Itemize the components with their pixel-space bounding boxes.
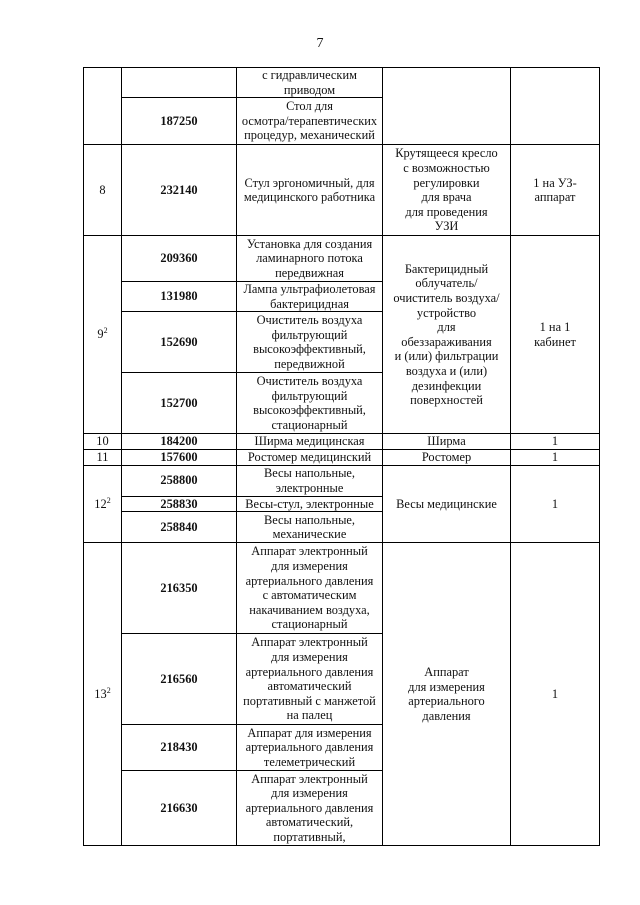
code-cell: [122, 68, 237, 98]
code-cell: 232140: [122, 145, 237, 236]
name-cell: Ростомер медицинский: [237, 449, 383, 465]
row-number-cell: $13^2$: [84, 543, 122, 846]
name-cell: Весы напольные, электронные: [237, 465, 383, 496]
qty-cell: [511, 68, 600, 145]
table-row: [84, 236, 600, 282]
table-row: [84, 68, 600, 98]
name-cell: Очиститель воздуха фильтрующий высокоэффективный, стационарный: [237, 373, 383, 434]
group-cell: Аппарат для измерения артериального давления: [383, 543, 511, 846]
code-cell: 152700: [122, 373, 237, 434]
code-cell: 209360: [122, 236, 237, 282]
table-row: [84, 434, 600, 450]
qty-cell: 1: [511, 465, 600, 543]
code-cell: 184200: [122, 434, 237, 450]
name-cell: Установка для создания ламинарного потока передвижная: [237, 236, 383, 282]
name-cell: Весы напольные, механические: [237, 512, 383, 543]
name-cell: с гидравлическим приводом: [237, 68, 383, 98]
group-cell: Крутящееся кресло с возможностью регулировки для врача для проведения УЗИ: [383, 145, 511, 236]
qty-cell: 1: [511, 543, 600, 846]
code-cell: 216560: [122, 634, 237, 725]
row-number-cell: 8: [84, 145, 122, 236]
row-number-cell: [84, 68, 122, 145]
group-cell: Ростомер: [383, 449, 511, 465]
code-cell: 157600: [122, 449, 237, 465]
row-number-cell: 10: [84, 434, 122, 450]
name-cell: Стул эргономичный, для медицинского работника: [237, 145, 383, 236]
table-row: [84, 145, 600, 236]
code-cell: 131980: [122, 282, 237, 312]
qty-cell: 1 на УЗ- аппарат: [511, 145, 600, 236]
row-number-cell: $9^2$: [84, 236, 122, 434]
name-cell: Аппарат электронный для измерения артериального давления автоматический портативный с манжетой на палец: [237, 634, 383, 725]
qty-cell: 1: [511, 449, 600, 465]
row-number-cell: 11: [84, 449, 122, 465]
table-row: [84, 465, 600, 496]
group-cell: Весы медицинские: [383, 465, 511, 543]
name-cell: Очиститель воздуха фильтрующий высокоэффективный, передвижной: [237, 312, 383, 373]
name-cell: Стол для осмотра/терапевтических процедур, механический: [237, 98, 383, 145]
code-cell: 258830: [122, 496, 237, 512]
code-cell: 218430: [122, 725, 237, 771]
name-cell: Лампа ультрафиолетовая бактерицидная: [237, 282, 383, 312]
name-cell: Весы-стул, электронные: [237, 496, 383, 512]
group-cell: Бактерицидный облучатель/ очиститель воздуха/ устройство для обеззараживания и (или) фильтрации воздуха и (или) дезинфекции поверхностей: [383, 236, 511, 434]
table-row: [84, 543, 600, 634]
qty-cell: 1: [511, 434, 600, 450]
code-cell: 152690: [122, 312, 237, 373]
name-cell: Аппарат для измерения артериального давления телеметрический: [237, 725, 383, 771]
group-cell: Ширма: [383, 434, 511, 450]
equipment-table: [83, 67, 600, 846]
name-cell: Ширма медицинская: [237, 434, 383, 450]
name-cell: Аппарат электронный для измерения артериального давления с автоматическим накачиванием воздуха, стационарный: [237, 543, 383, 634]
page-number: 7: [316, 36, 324, 51]
group-cell: [383, 68, 511, 145]
code-cell: 258840: [122, 512, 237, 543]
code-cell: 258800: [122, 465, 237, 496]
code-cell: 216350: [122, 543, 237, 634]
table-row: [84, 449, 600, 465]
code-cell: 216630: [122, 771, 237, 846]
code-cell: 187250: [122, 98, 237, 145]
qty-cell: 1 на 1 кабинет: [511, 236, 600, 434]
name-cell: Аппарат электронный для измерения артериального давления автоматический, портативный,: [237, 771, 383, 846]
row-number-cell: $12^2$: [84, 465, 122, 543]
